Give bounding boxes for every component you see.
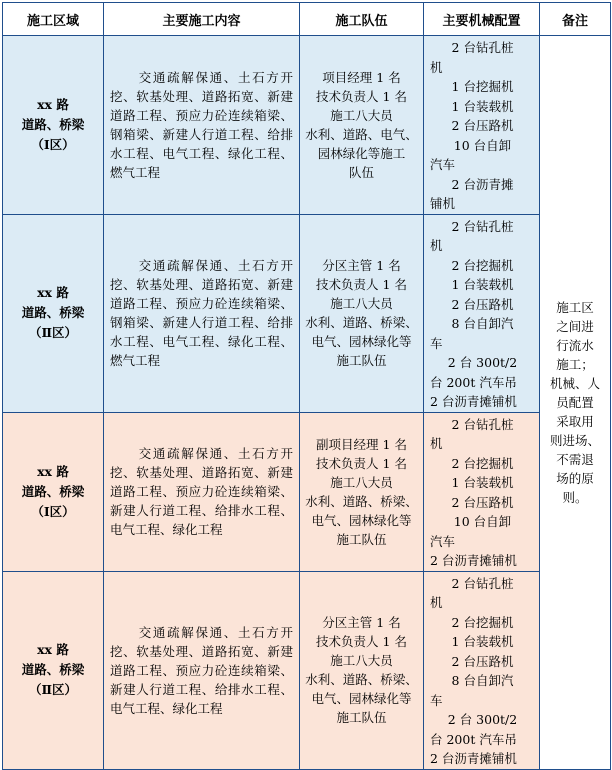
area-cell: xx 路 道路、桥梁 （Ⅰ区） <box>3 36 104 215</box>
table-row <box>3 36 611 215</box>
construction-plan-table <box>2 2 611 770</box>
team-cell: 项目经理 1 名 技术负责人 1 名 施工八大员 水利、道路、电气、 园林绿化等施工 队伍 <box>300 36 424 215</box>
content-cell: 交通疏解保通、土石方开挖、软基处理、道路拓宽、新建道路工程、预应力砼连续箱梁、钢箱梁、新建人行道工程、给排水工程、电气工程、绿化工程、燃气工程 <box>104 214 300 412</box>
area-cell: xx 路 道路、桥梁 （Ⅰ区） <box>3 412 104 571</box>
header-row <box>3 3 611 36</box>
header-content: 主要施工内容 <box>104 3 300 36</box>
content-cell: 交通疏解保通、土石方开挖、软基处理、道路拓宽、新建道路工程、预应力砼连续箱梁、新建人行道工程、给排水工程、电气工程、绿化工程 <box>104 412 300 571</box>
area-cell: xx 路 道路、桥梁 （Ⅱ区） <box>3 214 104 412</box>
header-team: 施工队伍 <box>300 3 424 36</box>
content-cell: 交通疏解保通、土石方开挖、软基处理、道路拓宽、新建道路工程、预应力砼连续箱梁、钢箱梁、新建人行道工程、给排水工程、电气工程、绿化工程、燃气工程 <box>104 36 300 215</box>
table-row <box>3 571 611 769</box>
header-area: 施工区域 <box>3 3 104 36</box>
machines-cell: 2 台钻孔桩 机 2 台挖掘机 1 台装载机 2 台压路机 8 台自卸汽 车 2 台 300t/2 台 200t 汽车吊 2 台沥青摊铺机 <box>424 214 540 412</box>
machines-cell: 2 台钻孔桩 机 2 台挖掘机 1 台装载机 2 台压路机 8 台自卸汽 车 2 台 300t/2 台 200t 汽车吊 2 台沥青摊铺机 <box>424 571 540 769</box>
header-remark: 备注 <box>540 3 611 36</box>
table-row <box>3 412 611 571</box>
team-cell: 副项目经理 1 名 技术负责人 1 名 施工八大员 水利、道路、桥梁、 电气、园林绿化等 施工队伍 <box>300 412 424 571</box>
remark-cell: 施工区 之间进 行流水 施工； 机械、人 员配置 采取用 则进场、 不需退 场的原 则。 <box>540 36 611 770</box>
content-cell: 交通疏解保通、土石方开挖、软基处理、道路拓宽、新建道路工程、预应力砼连续箱梁、新建人行道工程、给排水工程、电气工程、绿化工程 <box>104 571 300 769</box>
header-machines: 主要机械配置 <box>424 3 540 36</box>
table-row <box>3 214 611 412</box>
team-cell: 分区主管 1 名 技术负责人 1 名 施工八大员 水利、道路、桥梁、 电气、园林绿化等 施工队伍 <box>300 571 424 769</box>
team-cell: 分区主管 1 名 技术负责人 1 名 施工八大员 水利、道路、桥梁、 电气、园林绿化等 施工队伍 <box>300 214 424 412</box>
area-cell: xx 路 道路、桥梁 （Ⅱ区） <box>3 571 104 769</box>
machines-cell: 2 台钻孔桩 机 2 台挖掘机 1 台装载机 2 台压路机 10 台自卸 汽车 2 台沥青摊铺机 <box>424 412 540 571</box>
machines-cell: 2 台钻孔桩 机 1 台挖掘机 1 台装载机 2 台压路机 10 台自卸 汽车 2 台沥青摊 铺机 <box>424 36 540 215</box>
